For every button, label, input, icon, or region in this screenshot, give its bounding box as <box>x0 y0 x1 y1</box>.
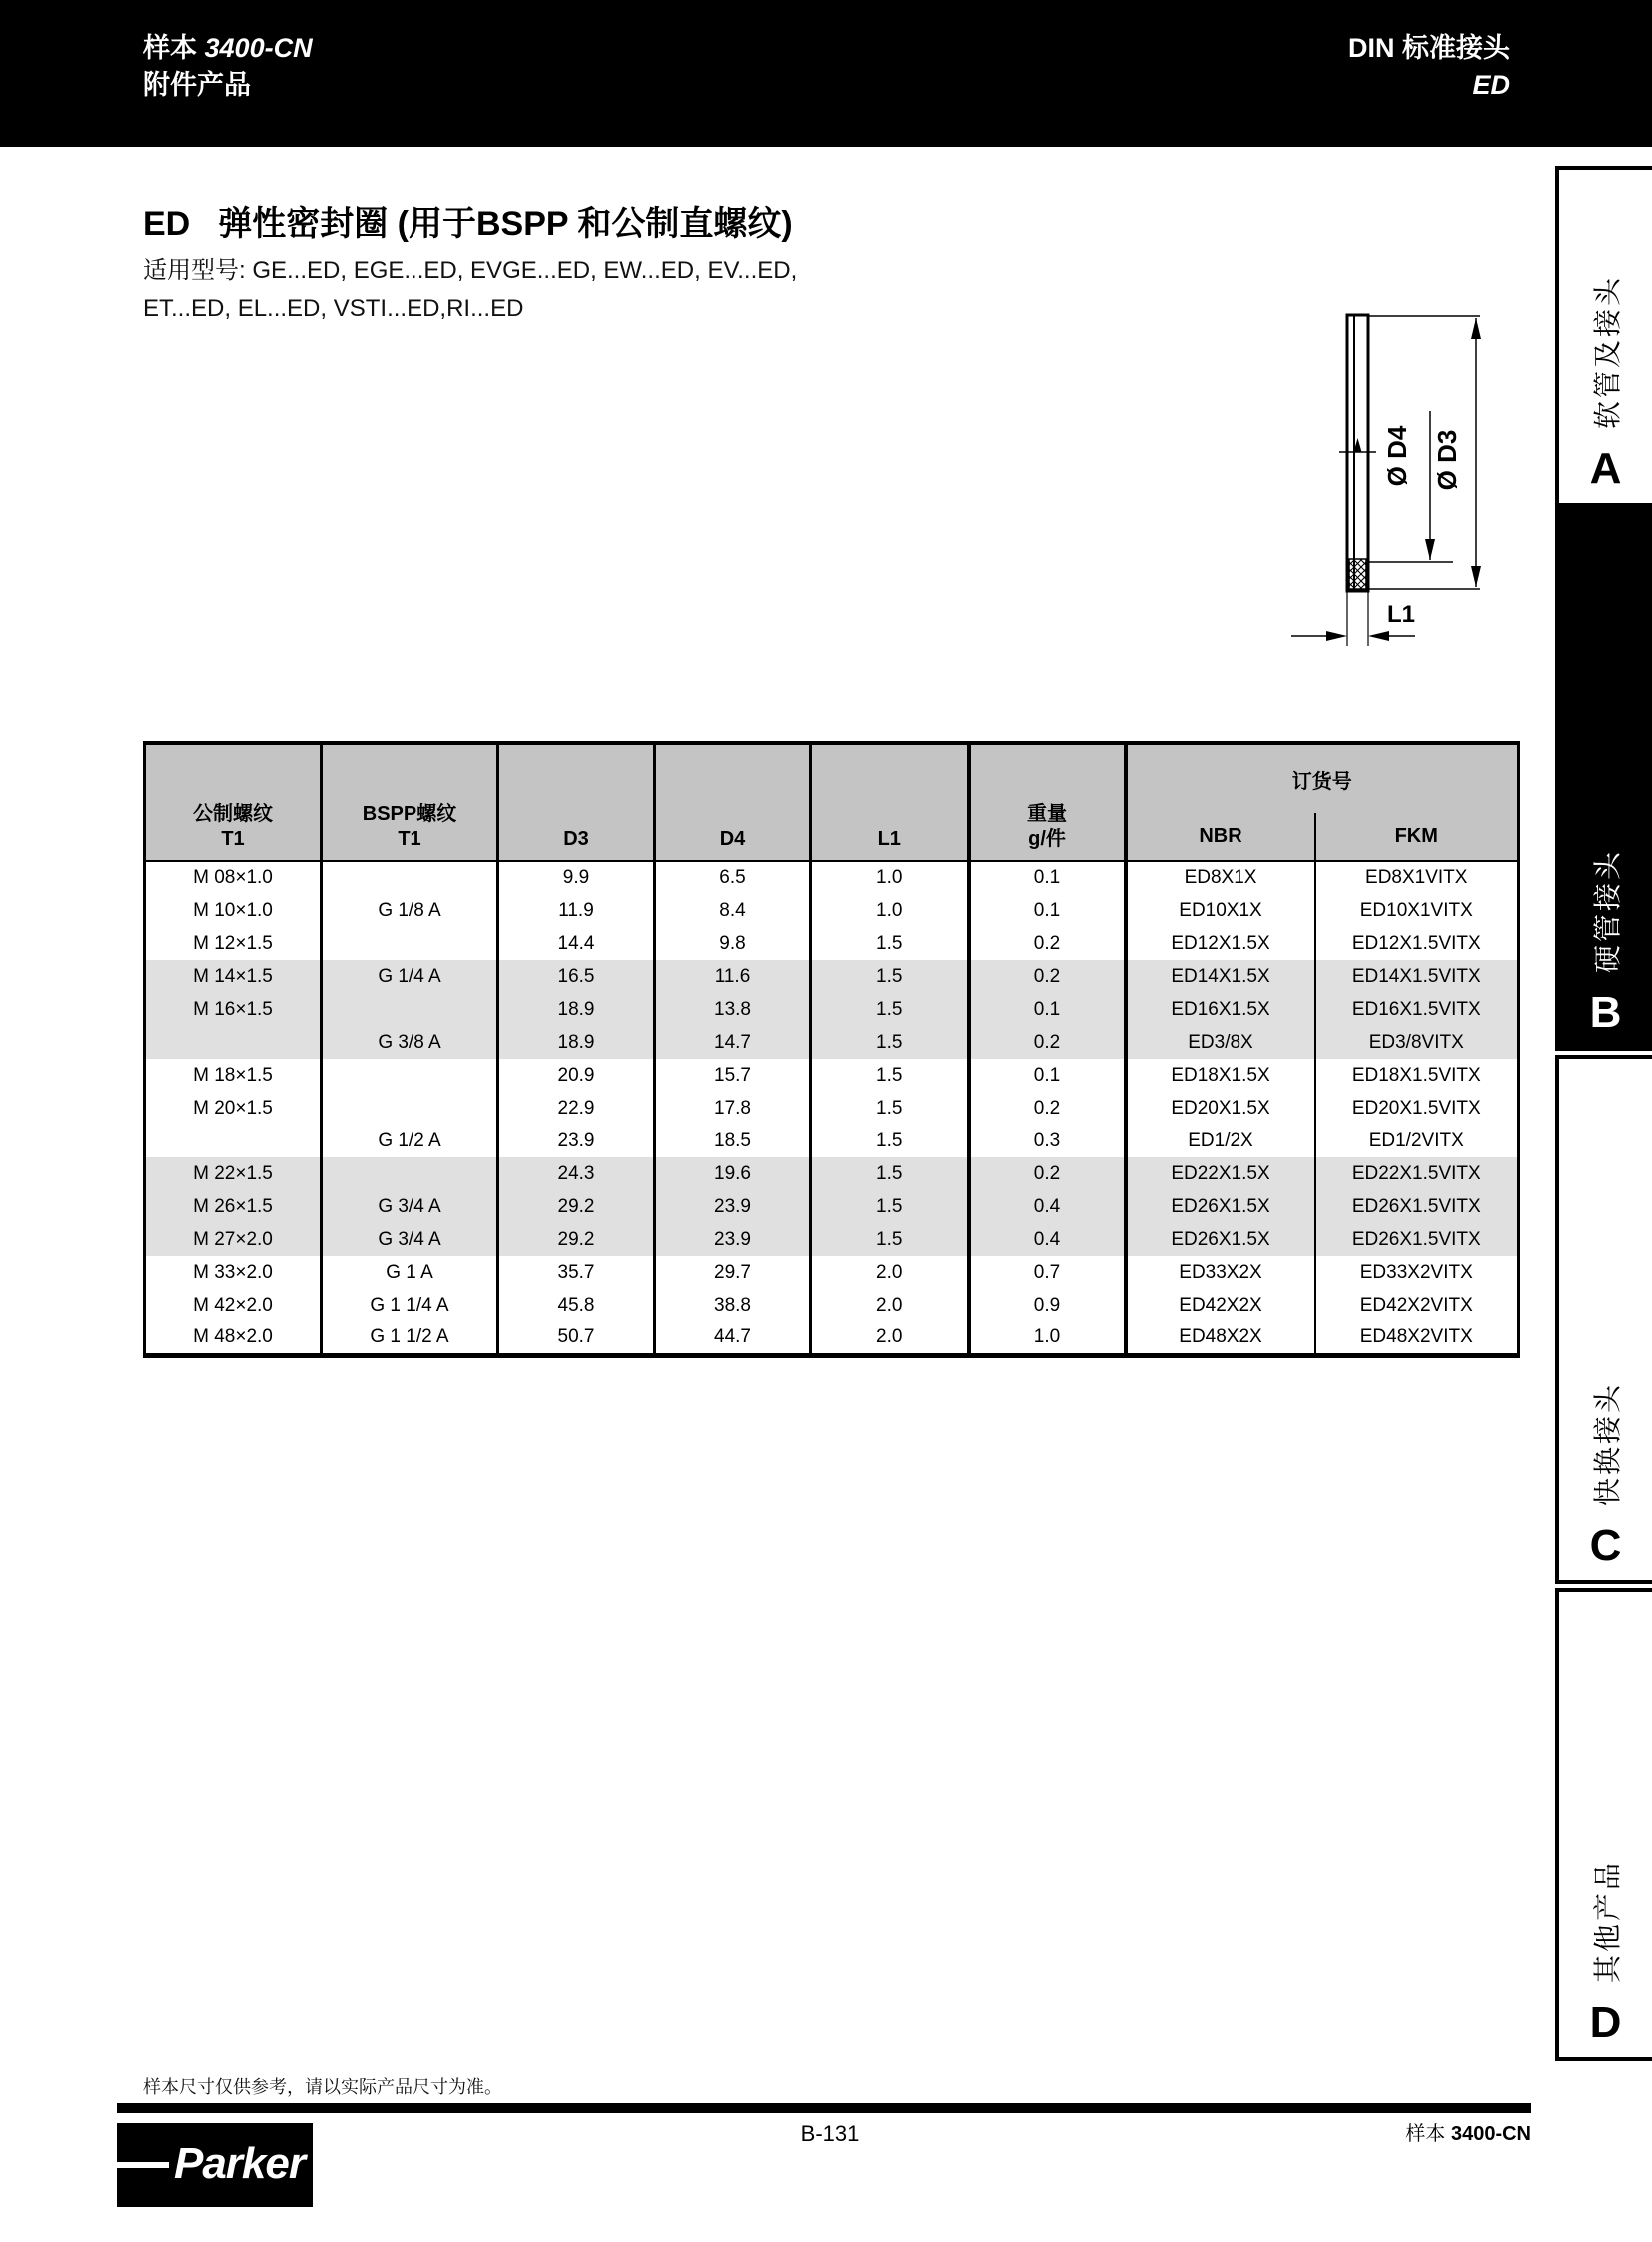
table-cell-weight: 0.1 <box>969 894 1126 927</box>
table-cell-weight: 0.1 <box>969 861 1126 894</box>
table-cell-l1: 2.0 <box>811 1256 969 1289</box>
table-cell-fkm: ED42X2VITX <box>1315 1289 1519 1322</box>
table-cell-fkm: ED48X2VITX <box>1315 1322 1519 1355</box>
table-cell-l1: 2.0 <box>811 1289 969 1322</box>
footer-catalog-ref: 样本 3400-CN <box>1405 2123 1531 2145</box>
table-cell-nbr: ED42X2X <box>1126 1289 1315 1322</box>
table-cell-weight: 0.4 <box>969 1223 1126 1256</box>
table-cell-nbr: ED3/8X <box>1126 1026 1315 1059</box>
top-header-bar <box>0 0 1652 147</box>
parker-logo <box>117 2123 313 2207</box>
col-header-nbr: NBR <box>1126 813 1315 861</box>
table-row <box>145 1026 1519 1059</box>
sidebar-tab-hose-fittings <box>1555 166 1652 507</box>
table-cell-bspp <box>322 1157 498 1190</box>
table-cell-nbr: ED48X2X <box>1126 1322 1315 1355</box>
table-row <box>145 1124 1519 1157</box>
parker-logo-text: Parker <box>173 2139 305 2188</box>
applicable-models <box>143 252 797 328</box>
table-cell-weight: 1.0 <box>969 1322 1126 1355</box>
table-row <box>145 993 1519 1026</box>
table-cell-d4: 23.9 <box>655 1190 811 1223</box>
tab-letter-b: B <box>1589 988 1622 1037</box>
table-cell-fkm: ED26X1.5VITX <box>1315 1223 1519 1256</box>
table-cell-fkm: ED18X1.5VITX <box>1315 1059 1519 1092</box>
table-cell-d4: 11.6 <box>655 960 811 993</box>
col-header-fkm: FKM <box>1315 813 1519 861</box>
table-cell-weight: 0.2 <box>969 1092 1126 1124</box>
table-cell-d3: 45.8 <box>498 1289 655 1322</box>
tab-letter-c: C <box>1589 1521 1622 1570</box>
table-cell-l1: 1.5 <box>811 993 969 1026</box>
sidebar-tab-quick-couplings <box>1555 1055 1652 1584</box>
table-cell-d3: 29.2 <box>498 1223 655 1256</box>
catalog-line2: 附件产品 <box>143 70 251 100</box>
applicable-models-line1: 适用型号: GE...ED, EGE...ED, EVGE...ED, EW...ED, EV...ED, <box>143 257 798 284</box>
table-cell-weight: 0.1 <box>969 993 1126 1026</box>
dim-label-d3: Ø D3 <box>1432 429 1462 491</box>
table-cell-d3: 29.2 <box>498 1190 655 1223</box>
table-cell-metric <box>145 1026 322 1059</box>
table-cell-d3: 18.9 <box>498 1026 655 1059</box>
table-cell-d4: 15.7 <box>655 1059 811 1092</box>
table-cell-l1: 1.0 <box>811 894 969 927</box>
table-cell-weight: 0.9 <box>969 1289 1126 1322</box>
table-cell-metric: M 27×2.0 <box>145 1223 322 1256</box>
table-cell-d3: 18.9 <box>498 993 655 1026</box>
table-cell-weight: 0.2 <box>969 927 1126 960</box>
table-cell-l1: 1.5 <box>811 1223 969 1256</box>
spec-table-header <box>145 743 1519 861</box>
tab-label-d: 其他产品 <box>1591 1859 1623 1983</box>
table-cell-metric: M 33×2.0 <box>193 1261 273 1283</box>
table-cell-metric: M 26×1.5 <box>145 1190 322 1223</box>
table-row <box>145 1256 1519 1289</box>
table-cell-fkm: ED8X1VITX <box>1315 861 1519 894</box>
table-cell-nbr: ED20X1.5X <box>1126 1092 1315 1124</box>
table-cell-nbr: ED33X2X <box>1126 1256 1315 1289</box>
table-cell-d3: 11.9 <box>498 894 655 927</box>
footer-catalog-code: 3400-CN <box>1450 2123 1531 2145</box>
table-row <box>145 1322 1519 1355</box>
table-cell-d3: 35.7 <box>498 1256 655 1289</box>
table-cell-bspp <box>322 927 498 960</box>
seal-ring-technical-drawing <box>1263 295 1503 664</box>
catalog-line1: 样本 3400-CN <box>143 33 313 63</box>
table-cell-fkm: ED26X1.5VITX <box>1315 1190 1519 1223</box>
table-cell-d3: 24.3 <box>498 1157 655 1190</box>
table-cell-bspp: G 1 A <box>322 1256 498 1289</box>
tab-label-b: 硬管接头 <box>1591 848 1623 973</box>
table-row <box>145 1059 1519 1092</box>
table-cell-metric: M 12×1.5 <box>193 932 273 954</box>
table-cell-nbr: ED8X1X <box>1126 861 1315 894</box>
table-cell-bspp: G 1/4 A <box>322 960 498 993</box>
table-cell-bspp: G 1/2 A <box>322 1124 498 1157</box>
table-cell-d3: 22.9 <box>498 1092 655 1124</box>
table-cell-weight: 0.2 <box>969 1026 1126 1059</box>
col-header-metric-thread: 公制螺纹 T1 <box>145 743 322 861</box>
table-cell-l1: 1.5 <box>811 1059 969 1092</box>
col-header-l1: L1 <box>811 743 969 861</box>
table-cell-nbr: ED16X1.5X <box>1126 993 1315 1026</box>
table-cell-metric: M 20×1.5 <box>193 1097 273 1119</box>
table-cell-l1: 1.5 <box>811 927 969 960</box>
table-cell-fkm: ED33X2VITX <box>1315 1256 1519 1289</box>
table-cell-d4: 23.9 <box>655 1223 811 1256</box>
spec-table-body <box>145 861 1519 1355</box>
table-cell-bspp: G 1 1/4 A <box>322 1289 498 1322</box>
parker-logo-bar <box>117 2162 169 2168</box>
table-cell-d4: 19.6 <box>655 1157 811 1190</box>
table-cell-nbr: ED14X1.5X <box>1126 960 1315 993</box>
sidebar-tab-tube-fittings <box>1555 507 1652 1051</box>
table-cell-d3: 16.5 <box>498 960 655 993</box>
col-header-bspp-thread: BSPP螺纹 T1 <box>322 743 498 861</box>
table-cell-bspp: G 3/8 A <box>322 1026 498 1059</box>
table-cell-nbr: ED26X1.5X <box>1126 1190 1315 1223</box>
table-cell-fkm: ED16X1.5VITX <box>1315 993 1519 1026</box>
table-cell-metric: M 10×1.0 <box>193 899 273 921</box>
table-cell-d4: 6.5 <box>655 861 811 894</box>
table-cell-l1: 1.5 <box>811 1026 969 1059</box>
table-cell-metric: M 16×1.5 <box>145 993 322 1026</box>
sidebar-tab-other-products <box>1555 1588 1652 2061</box>
table-cell-nbr: ED22X1.5X <box>1126 1157 1315 1190</box>
elastomer-hatch <box>1349 559 1366 589</box>
table-row <box>145 1092 1519 1124</box>
table-cell-d4: 38.8 <box>655 1289 811 1322</box>
table-cell-bspp <box>322 993 498 1026</box>
tab-letter-d: D <box>1589 1998 1622 2047</box>
table-cell-fkm: ED10X1VITX <box>1315 894 1519 927</box>
table-cell-d4: 18.5 <box>655 1124 811 1157</box>
table-cell-weight: 0.4 <box>969 1190 1126 1223</box>
table-cell-l1: 1.5 <box>811 1092 969 1124</box>
table-cell-metric: M 14×1.5 <box>145 960 322 993</box>
table-cell-d4: 29.7 <box>655 1256 811 1289</box>
table-cell-bspp <box>322 1092 498 1124</box>
col-header-d3: D3 <box>498 743 655 861</box>
table-cell-bspp: G 3/4 A <box>322 1223 498 1256</box>
table-cell-l1: 1.5 <box>811 960 969 993</box>
table-cell-d3: 50.7 <box>498 1322 655 1355</box>
spec-table <box>143 741 1520 1358</box>
section-title: DIN 标准接头 <box>1348 33 1510 63</box>
table-cell-metric: M 22×1.5 <box>145 1157 322 1190</box>
table-cell-fkm: ED1/2VITX <box>1315 1124 1519 1157</box>
table-cell-d4: 17.8 <box>655 1092 811 1124</box>
section-id-block <box>1348 30 1510 147</box>
table-cell-l1: 1.5 <box>811 1190 969 1223</box>
col-header-weight: 重量 g/件 <box>969 743 1126 861</box>
tab-label-c: 快换接头 <box>1591 1381 1623 1506</box>
table-cell-d4: 44.7 <box>655 1322 811 1355</box>
applicable-models-line2: ET...ED, EL...ED, VSTI...ED,RI...ED <box>143 295 524 322</box>
table-row <box>145 927 1519 960</box>
table-cell-metric <box>145 1124 322 1157</box>
table-cell-fkm: ED20X1.5VITX <box>1315 1092 1519 1124</box>
table-cell-d4: 8.4 <box>655 894 811 927</box>
table-cell-l1: 1.5 <box>811 1124 969 1157</box>
section-code: ED <box>1472 70 1510 100</box>
table-cell-d3: 23.9 <box>498 1124 655 1157</box>
table-row <box>145 861 1519 894</box>
table-cell-weight: 0.3 <box>969 1124 1126 1157</box>
table-cell-bspp: G 3/4 A <box>322 1190 498 1223</box>
table-cell-d3: 9.9 <box>498 861 655 894</box>
table-cell-bspp: G 1 1/2 A <box>322 1322 498 1355</box>
table-cell-fkm: ED3/8VITX <box>1315 1026 1519 1059</box>
table-cell-l1: 2.0 <box>811 1322 969 1355</box>
table-cell-bspp <box>322 1059 498 1092</box>
table-cell-d3: 14.4 <box>498 927 655 960</box>
table-cell-nbr: ED12X1.5X <box>1126 927 1315 960</box>
table-row <box>145 1190 1519 1223</box>
dim-label-d4: Ø D4 <box>1382 425 1412 487</box>
col-header-d4: D4 <box>655 743 811 861</box>
table-cell-nbr: ED1/2X <box>1126 1124 1315 1157</box>
table-cell-fkm: ED22X1.5VITX <box>1315 1157 1519 1190</box>
table-cell-nbr: ED10X1X <box>1126 894 1315 927</box>
table-cell-fkm: ED12X1.5VITX <box>1315 927 1519 960</box>
catalog-code: 3400-CN <box>204 33 313 63</box>
page-title <box>143 196 793 245</box>
table-cell-metric: M 18×1.5 <box>193 1064 273 1086</box>
disclaimer-note: 样本尺寸仅供参考，请以实际产品尺寸为准。 <box>143 2077 502 2097</box>
product-title-text: 弹性密封圈 (用于BSPP 和公制直螺纹) <box>218 205 793 243</box>
tab-letter-a: A <box>1589 444 1622 493</box>
table-row <box>145 1157 1519 1190</box>
table-cell-l1: 1.5 <box>811 1157 969 1190</box>
product-code: ED <box>143 205 191 243</box>
table-cell-nbr: ED18X1.5X <box>1126 1059 1315 1092</box>
table-row <box>145 894 1519 927</box>
table-cell-bspp <box>322 861 498 894</box>
footer-rule <box>117 2103 1531 2113</box>
table-cell-weight: 0.1 <box>969 1059 1126 1092</box>
table-cell-weight: 0.2 <box>969 1157 1126 1190</box>
table-cell-nbr: ED26X1.5X <box>1126 1223 1315 1256</box>
tab-label-a: 软管及接头 <box>1591 274 1623 429</box>
dim-label-l1: L1 <box>1386 601 1416 628</box>
table-row <box>145 1223 1519 1256</box>
table-row <box>145 960 1519 993</box>
table-row <box>145 1289 1519 1322</box>
table-cell-fkm: ED14X1.5VITX <box>1315 960 1519 993</box>
table-cell-d4: 13.8 <box>655 993 811 1026</box>
table-cell-bspp: G 1/8 A <box>322 894 498 927</box>
table-cell-metric: M 48×2.0 <box>193 1326 273 1348</box>
table-cell-l1: 1.0 <box>811 861 969 894</box>
page-number: B-131 <box>800 2121 860 2146</box>
table-cell-d3: 20.9 <box>498 1059 655 1092</box>
table-cell-metric: M 42×2.0 <box>193 1294 273 1316</box>
table-cell-weight: 0.2 <box>969 960 1126 993</box>
table-cell-d4: 14.7 <box>655 1026 811 1059</box>
table-cell-weight: 0.7 <box>969 1256 1126 1289</box>
col-header-order-number: 订货号 <box>1126 743 1519 813</box>
table-cell-metric: M 08×1.0 <box>193 867 273 888</box>
table-cell-d4: 9.8 <box>655 927 811 960</box>
catalog-id-block <box>143 30 313 147</box>
